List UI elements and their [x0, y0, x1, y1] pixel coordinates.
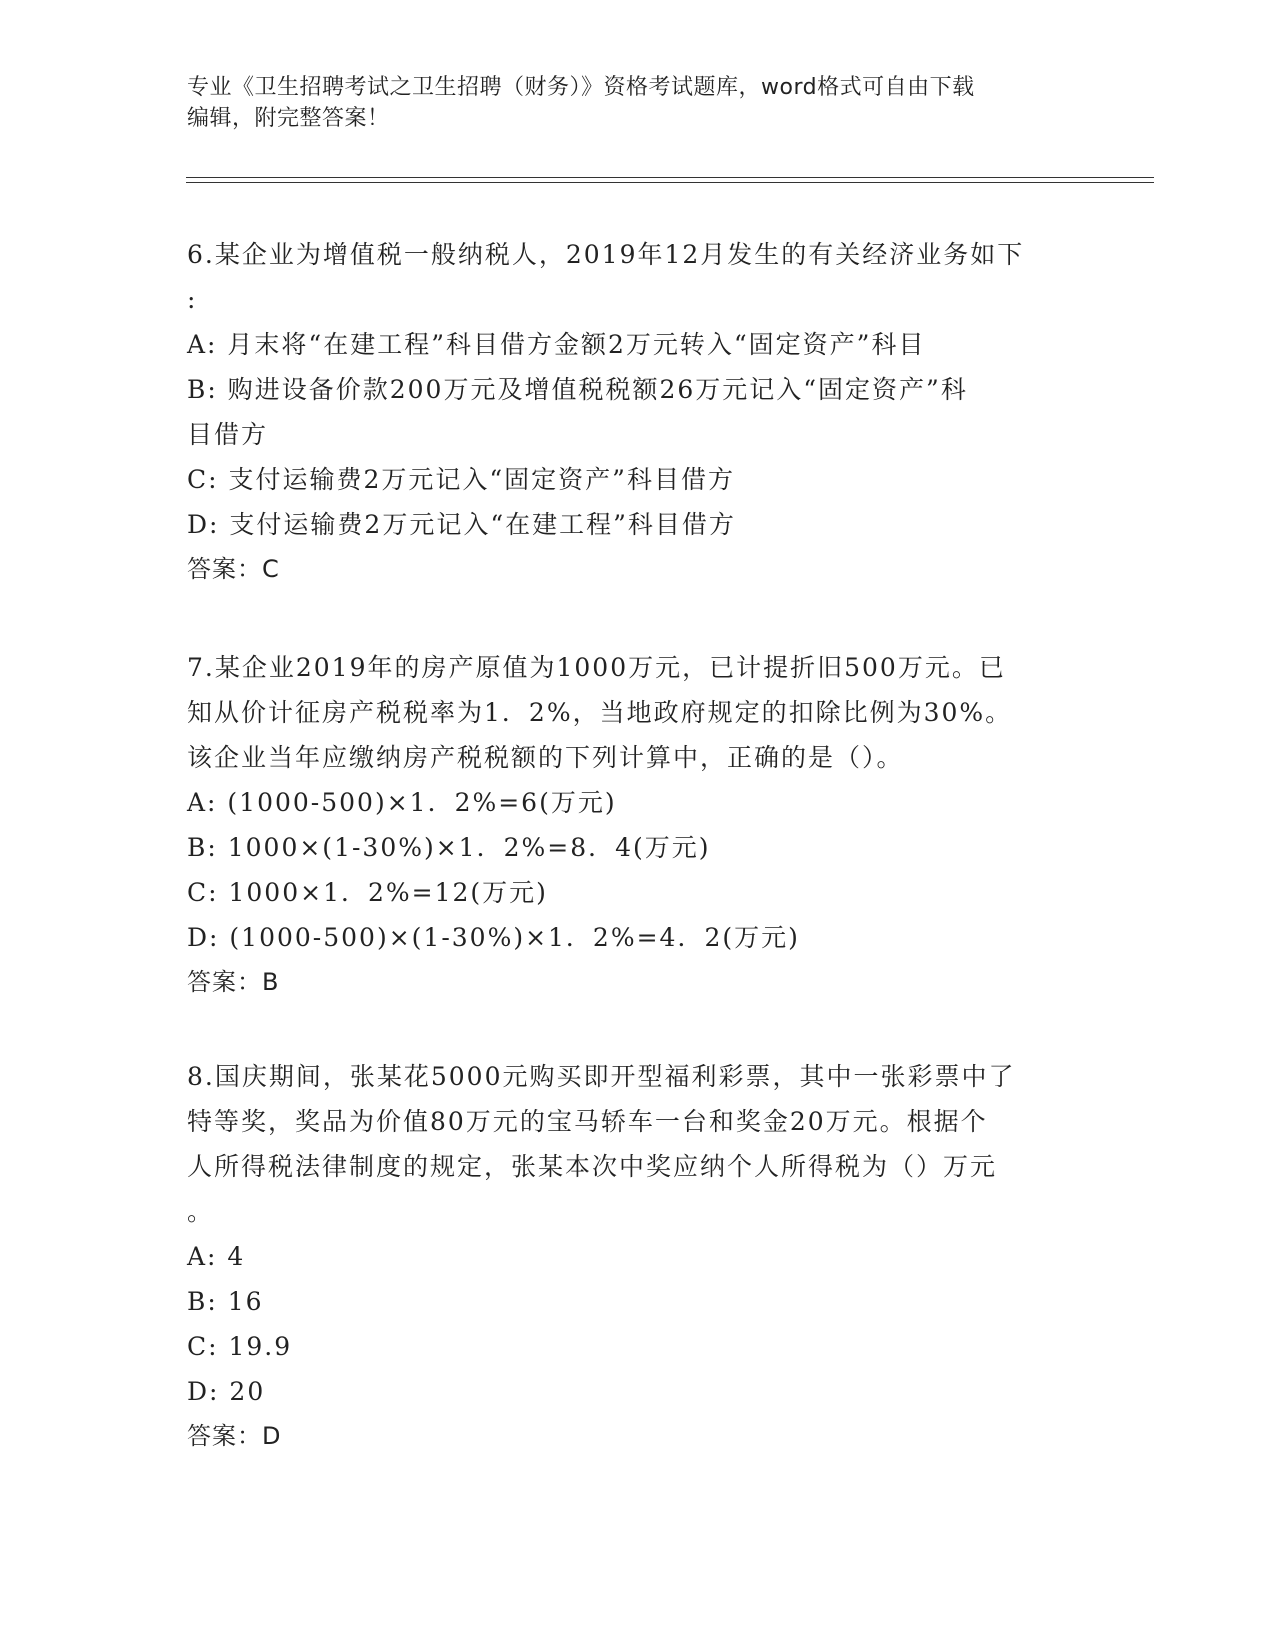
question-stem-line: 特等奖，奖品为价值80万元的宝马轿车一台和奖金20万元。根据个 [187, 1107, 988, 1136]
option-a: A: 4 [187, 1242, 246, 1271]
header-line: 专业《卫生招聘考试之卫生招聘（财务）》资格考试题库，word格式可自由下载 [187, 75, 975, 100]
question-stem-line: 知从价计征房产税税率为1．2%，当地政府规定的扣除比例为30%。 [187, 698, 1013, 727]
option-b: B: 1000×(1-30%)×1．2%=8．4(万元) [187, 833, 711, 862]
question-stem-line: 6.某企业为增值税一般纳税人，2019年12月发生的有关经济业务如下 [187, 240, 1025, 269]
option-d: D: 20 [187, 1377, 266, 1406]
header-divider [186, 182, 1154, 183]
option-b-continued: 目借方 [187, 420, 269, 449]
option-c: C: 支付运输费2万元记入“固定资产”科目借方 [187, 465, 735, 494]
answer-label: 答案：C [187, 555, 280, 583]
document-header [187, 72, 1067, 134]
question-7 [187, 645, 1067, 1005]
question-stem-line: 8.国庆期间，张某花5000元购买即开型福利彩票，其中一张彩票中了 [187, 1062, 1016, 1091]
option-d: D: 支付运输费2万元记入“在建工程”科目借方 [187, 510, 736, 539]
question-stem-line: 人所得税法律制度的规定，张某本次中奖应纳个人所得税为（）万元 [187, 1152, 998, 1181]
option-d: D: (1000-500)×(1-30%)×1．2%=4．2(万元) [187, 923, 800, 952]
question-stem-line: 。 [187, 1197, 215, 1226]
header-divider [186, 177, 1154, 178]
answer-label: 答案：B [187, 968, 280, 996]
header-line: 编辑，附完整答案！ [187, 106, 390, 131]
question-stem-line: 7.某企业2019年的房产原值为1000万元，已计提折旧500万元。已 [187, 653, 1006, 682]
question-6 [187, 232, 1067, 592]
answer-label: 答案：D [187, 1422, 282, 1450]
option-a: A: (1000-500)×1．2%=6(万元) [187, 788, 617, 817]
option-c: C: 19.9 [187, 1332, 293, 1361]
question-8 [187, 1054, 1067, 1459]
option-a: A: 月末将“在建工程”科目借方金额2万元转入“固定资产”科目 [187, 330, 926, 359]
question-stem-line: 该企业当年应缴纳房产税税额的下列计算中，正确的是（）。 [187, 743, 904, 772]
option-c: C: 1000×1．2%=12(万元) [187, 878, 548, 907]
option-b: B: 购进设备价款200万元及增值税税额26万元记入“固定资产”科 [187, 375, 968, 404]
option-b: B: 16 [187, 1287, 264, 1316]
question-stem-line: : [187, 285, 198, 314]
